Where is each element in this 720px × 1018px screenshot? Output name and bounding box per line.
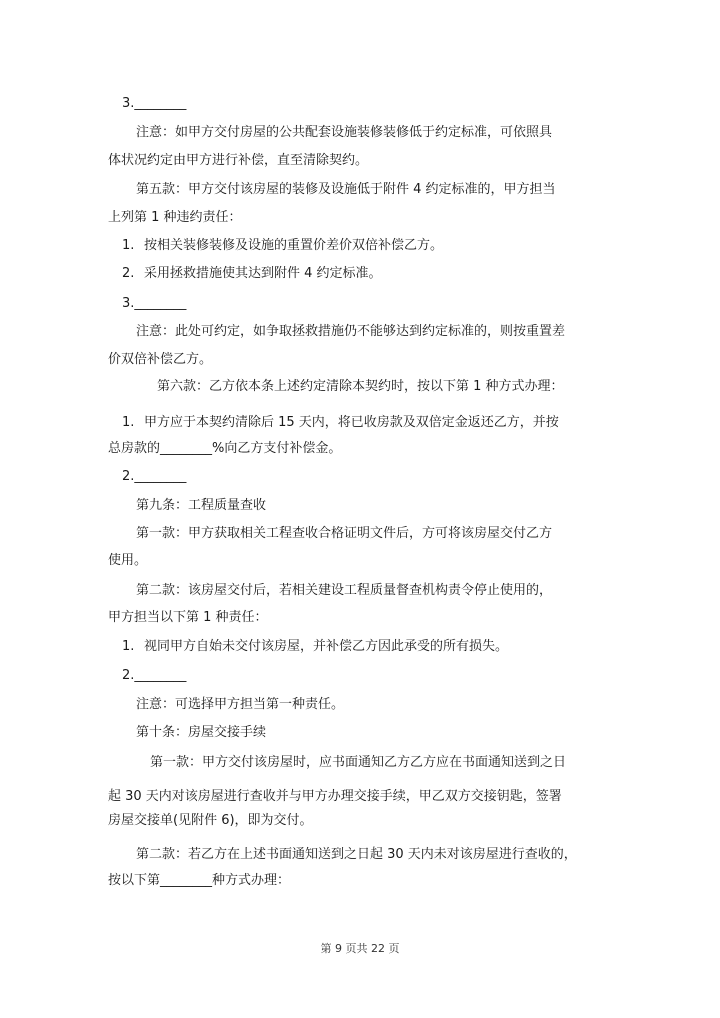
text-line: 2.________ [122,668,187,683]
text-line: 房屋交接单(见附件 6)，即为交付。 [108,813,313,828]
text-line: 2.________ [122,469,187,484]
list-item: 2. 采用拯救措施使其达到附件 4 约定标准。 [122,266,382,281]
text-line: 注意：此处可约定，如争取拯救措施仍不能够达到约定标准的，则按重置差 [136,324,566,339]
page-footer [0,940,720,956]
text-line: 第五款：甲方交付该房屋的装修及设施低于附件 4 约定标准的，甲方担当 [136,182,556,197]
text-line: 价双倍补偿乙方。 [108,352,213,367]
section-heading: 第十条：房屋交接手续 [136,725,267,740]
text-line: 按以下第________种方式办理： [108,873,291,888]
text-line: 第六款：乙方依本条上述约定清除本契约时，按以下第 1 种方式办理： [157,379,564,394]
text-line: 第二款：若乙方在上述书面通知送到之日起 30 天内未对该房屋进行查收的， [136,847,577,862]
page-number: 第 9 页共 22 页 [320,942,400,955]
text-line: 总房款的________%向乙方支付补偿金。 [108,441,342,456]
list-item: 1. 视同甲方自始未交付该房屋，并补偿乙方因此承受的所有损失。 [122,639,509,654]
text-line: 注意：可选择甲方担当第一种责任。 [136,697,345,712]
text-line: 体状况约定由甲方进行补偿，直至清除契约。 [108,153,369,168]
list-item: 1. 按相关装修装修及设施的重置价差价双倍补偿乙方。 [122,238,444,253]
text-line: 使用。 [108,553,148,568]
text-line: 上列第 1 种违约责任： [108,210,242,225]
text-line: 起 30 天内对该房屋进行查收并与甲方办理交接手续，甲乙双方交接钥匙，签署 [108,789,562,804]
text-line: 第一款：甲方交付该房屋时，应书面通知乙方乙方应在书面通知送到之日 [150,755,567,770]
list-item: 1. 甲方应于本契约清除后 15 天内，将已收房款及双倍定金返还乙方，并按 [122,415,559,430]
section-heading: 第九条：工程质量查收 [136,498,267,513]
text-line: 第二款：该房屋交付后，若相关建设工程质量督查机构责令停止使用的， [136,583,553,598]
text-line: 注意：如甲方交付房屋的公共配套设施装修装修低于约定标准，可依照具 [136,125,553,140]
text-line: 甲方担当以下第 1 种责任： [108,610,268,625]
text-line: 3.________ [122,96,187,111]
text-line: 3.________ [122,296,187,311]
text-line: 第一款：甲方获取相关工程查收合格证明文件后，方可将该房屋交付乙方 [136,526,553,541]
